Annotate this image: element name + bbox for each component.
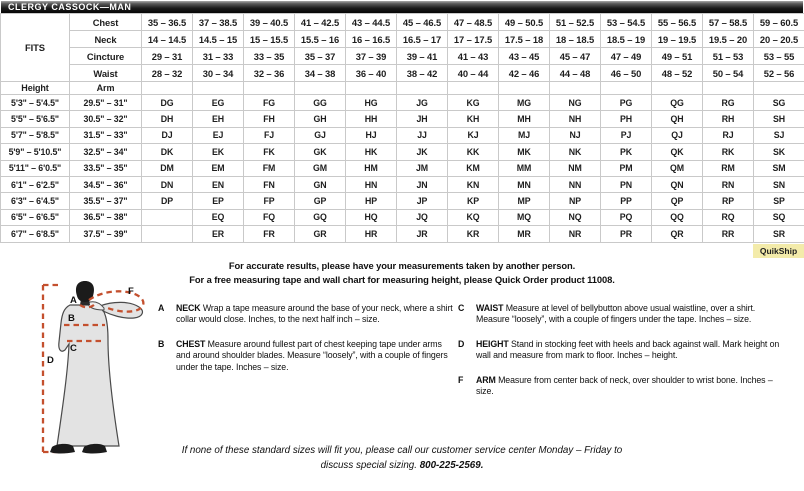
range-cell: 29 – 31 [142,48,193,65]
size-cell-hk: HK [346,144,397,160]
label-c: C [70,343,77,354]
size-cell-sm: SM [754,160,804,176]
range-cell: 59 – 60.5 [754,14,804,31]
instruction-term: CHEST [176,338,208,349]
size-cell-gm: GM [295,160,346,176]
size-cell-pg: PG [601,95,652,111]
arm-range-cell: 34.5" – 36" [70,176,142,192]
fit-row-cincture [1,48,804,65]
range-cell: 32 – 36 [244,65,295,82]
size-cell-dg: DG [142,95,193,111]
header-spacer-cell [499,82,550,95]
size-cell-mm: MM [499,160,550,176]
size-cell-fq: FQ [244,209,295,225]
label-a: A [70,295,77,306]
size-cell-km: KM [448,160,499,176]
range-cell: 34 – 38 [295,65,346,82]
size-cell-fk: FK [244,144,295,160]
size-cell-qh: QH [652,111,703,127]
instruction-letter: C [458,303,465,313]
range-cell: 18.5 – 19 [601,31,652,48]
size-cell-nh: NH [550,111,601,127]
range-cell: 37 – 39 [346,48,397,65]
instruction-letter: B [158,338,165,349]
arm-range-cell: 32.5" – 34" [70,144,142,160]
instruction-text: NECK Wrap a tape measure around the base of your neck, where a shirt collar would close. Inches, to the next half inch – size. [176,303,453,325]
size-cell-kr: KR [448,226,499,242]
size-cell-mk: MK [499,144,550,160]
size-cell-sj: SJ [754,127,804,143]
header-spacer-cell [295,82,346,95]
size-cell-mj: MJ [499,127,550,143]
quickship-badge: QuikShip [753,244,804,258]
size-cell-dk: DK [142,144,193,160]
size-cell-fm: FM [244,160,295,176]
range-cell: 18 – 18.5 [550,31,601,48]
range-cell: 47 – 48.5 [448,14,499,31]
size-row [1,176,804,192]
size-cell-sp: SP [754,193,804,209]
size-cell-sh: SH [754,111,804,127]
size-cell-er: ER [193,226,244,242]
instruction-arm [458,375,786,398]
height-range-cell: 5'7" – 5'8.5" [1,127,70,143]
header-spacer-cell [244,82,295,95]
size-cell-qq: QQ [652,209,703,225]
size-cell-ph: PH [601,111,652,127]
size-cell-qr: QR [652,226,703,242]
fit-row-waist [1,65,804,82]
range-cell: 45 – 46.5 [397,14,448,31]
size-cell-hq: HQ [346,209,397,225]
size-cell-rn: RN [703,176,754,192]
empty-size-cell [142,226,193,242]
size-row [1,160,804,176]
size-cell-rh: RH [703,111,754,127]
fit-row-label: Neck [70,31,142,48]
range-cell: 49 – 50.5 [499,14,550,31]
range-cell: 36 – 40 [346,65,397,82]
size-cell-eh: EH [193,111,244,127]
instruction-term: HEIGHT [476,338,511,349]
arm-range-cell: 29.5" – 31" [70,95,142,111]
size-cell-sg: SG [754,95,804,111]
range-cell: 30 – 34 [193,65,244,82]
height-range-cell: 6'3" – 6'4.5" [1,193,70,209]
header-spacer-cell [346,82,397,95]
instruction-term: WAIST [476,303,506,313]
range-cell: 51 – 53 [703,48,754,65]
size-cell-hh: HH [346,111,397,127]
instructions-left-column [158,303,458,386]
header-spacer-cell [550,82,601,95]
size-cell-pk: PK [601,144,652,160]
quickship-row [0,244,804,258]
size-row [1,111,804,127]
instructions-right-column [458,303,786,410]
size-cell-dm: DM [142,160,193,176]
size-cell-qn: QN [652,176,703,192]
range-cell: 52 – 56 [754,65,804,82]
size-cell-hn: HN [346,176,397,192]
size-cell-dj: DJ [142,127,193,143]
size-cell-hg: HG [346,95,397,111]
range-cell: 35 – 36.5 [142,14,193,31]
size-cell-nk: NK [550,144,601,160]
instruction-letter: A [158,303,165,313]
range-cell: 19.5 – 20 [703,31,754,48]
size-cell-fr: FR [244,226,295,242]
page-title: CLERGY CASSOCK—MAN [8,2,132,12]
header-spacer-cell [652,82,703,95]
size-cell-kp: KP [448,193,499,209]
size-cell-pr: PR [601,226,652,242]
range-cell: 43 – 45 [499,48,550,65]
size-cell-gj: GJ [295,127,346,143]
range-cell: 15 – 15.5 [244,31,295,48]
size-row [1,95,804,111]
chart-title-bar [1,1,803,13]
size-cell-rq: RQ [703,209,754,225]
size-cell-mg: MG [499,95,550,111]
arm-range-cell: 36.5" – 38" [70,209,142,225]
range-cell: 43 – 44.5 [346,14,397,31]
size-cell-sk: SK [754,144,804,160]
range-cell: 44 – 48 [550,65,601,82]
size-cell-kh: KH [448,111,499,127]
size-cell-jr: JR [397,226,448,242]
instruction-text: ARM Measure from center back of neck, over shoulder to wrist bone. Inches – size. [476,374,773,397]
instruction-waist [458,303,786,326]
range-cell: 37 – 38.5 [193,14,244,31]
size-row [1,144,804,160]
arm-header: Arm [70,82,142,95]
height-range-cell: 5'3" – 5'4.5" [1,95,70,111]
size-cell-qm: QM [652,160,703,176]
size-cell-em: EM [193,160,244,176]
arm-range-cell: 31.5" – 33" [70,127,142,143]
size-table [0,13,804,243]
customer-service-phone: 800-225-2569. [419,460,484,471]
size-cell-gk: GK [295,144,346,160]
size-cell-pm: PM [601,160,652,176]
size-cell-gr: GR [295,226,346,242]
range-cell: 49 – 51 [652,48,703,65]
size-cell-gh: GH [295,111,346,127]
header-spacer-cell [142,82,193,95]
range-cell: 51 – 52.5 [550,14,601,31]
height-range-cell: 6'7" – 6'8.5" [1,226,70,242]
fit-row-chest [1,14,804,31]
range-cell: 15.5 – 16 [295,31,346,48]
size-cell-gg: GG [295,95,346,111]
range-cell: 41 – 43 [448,48,499,65]
note-line-1: For accurate results, please have your measurements taken by another person. [228,260,576,271]
size-cell-dh: DH [142,111,193,127]
range-cell: 42 – 46 [499,65,550,82]
size-cell-fh: FH [244,111,295,127]
size-row [1,193,804,209]
range-cell: 14.5 – 15 [193,31,244,48]
size-cell-hj: HJ [346,127,397,143]
label-f: F [128,286,134,297]
arm-range-cell: 35.5" – 37" [70,193,142,209]
size-cell-fj: FJ [244,127,295,143]
size-cell-rk: RK [703,144,754,160]
range-cell: 14 – 14.5 [142,31,193,48]
size-cell-nr: NR [550,226,601,242]
size-table-body [1,14,804,243]
cassock-figure [50,281,142,454]
size-cell-rm: RM [703,160,754,176]
size-cell-ng: NG [550,95,601,111]
size-cell-qg: QG [652,95,703,111]
range-cell: 47 – 49 [601,48,652,65]
size-cell-gn: GN [295,176,346,192]
size-cell-ek: EK [193,144,244,160]
range-cell: 39 – 41 [397,48,448,65]
empty-size-cell [142,209,193,225]
size-cell-jk: JK [397,144,448,160]
instruction-letter: D [458,338,465,349]
fit-row-neck [1,31,804,48]
range-cell: 16.5 – 17 [397,31,448,48]
instruction-letter: F [458,374,464,385]
size-cell-ep: EP [193,193,244,209]
range-cell: 20 – 20.5 [754,31,804,48]
header-spacer-cell [397,82,448,95]
range-cell: 17.5 – 18 [499,31,550,48]
size-cell-rr: RR [703,226,754,242]
size-cell-qj: QJ [652,127,703,143]
note-line-2: For a free measuring tape and wall chart for measuring height, please Quick Order product 11008. [189,273,615,285]
size-cell-hr: HR [346,226,397,242]
size-cell-mr: MR [499,226,550,242]
height-range-cell: 5'9" – 5'10.5" [1,144,70,160]
size-cell-kg: KG [448,95,499,111]
size-cell-en: EN [193,176,244,192]
size-row [1,226,804,242]
range-cell: 53 – 55 [754,48,804,65]
size-cell-np: NP [550,193,601,209]
range-cell: 50 – 54 [703,65,754,82]
size-row [1,127,804,143]
size-cell-jq: JQ [397,209,448,225]
size-cell-sr: SR [754,226,804,242]
size-cell-ej: EJ [193,127,244,143]
fit-row-label: Cincture [70,48,142,65]
header-spacer-cell [448,82,499,95]
size-cell-kj: KJ [448,127,499,143]
arm-range-cell: 37.5" – 39" [70,226,142,242]
height-range-cell: 5'11" – 6'0.5" [1,160,70,176]
size-cell-hp: HP [346,193,397,209]
fits-label-cell: FITS [1,14,70,82]
size-cell-pq: PQ [601,209,652,225]
size-cell-rp: RP [703,193,754,209]
header-spacer-cell [601,82,652,95]
size-cell-qp: QP [652,193,703,209]
left-shoe [50,444,75,454]
special-sizing-text: If none of these standard sizes will fit you, please call our customer service center Monday – Friday to discuss special sizing. [181,445,623,471]
instruction-text: HEIGHT Stand in stocking feet with heels and back against wall. Mark height on wall and measure from mark to floor. Inches – height. [476,338,780,361]
instruction-chest [158,339,458,373]
size-cell-dp: DP [142,193,193,209]
size-cell-pp: PP [601,193,652,209]
size-cell-jh: JH [397,111,448,127]
instruction-height [458,339,786,362]
size-cell-jn: JN [397,176,448,192]
label-b: B [68,313,75,324]
instruction-neck [158,303,458,326]
range-cell: 33 – 35 [244,48,295,65]
height-range-cell: 6'5" – 6'6.5" [1,209,70,225]
size-cell-rg: RG [703,95,754,111]
height-header: Height [1,82,70,95]
range-cell: 16 – 16.5 [346,31,397,48]
range-cell: 31 – 33 [193,48,244,65]
special-sizing-note [167,443,637,473]
size-cell-rj: RJ [703,127,754,143]
size-cell-eg: EG [193,95,244,111]
size-cell-kk: KK [448,144,499,160]
height-arm-header-row [1,82,804,95]
size-cell-kn: KN [448,176,499,192]
range-cell: 46 – 50 [601,65,652,82]
range-cell: 38 – 42 [397,65,448,82]
range-cell: 28 – 32 [142,65,193,82]
instruction-text: WAIST Measure at level of bellybutton above usual waistline, over a shirt. Measure “loosely”, with a couple of fingers under the tape. Inches – size. [476,303,756,325]
size-cell-jg: JG [397,95,448,111]
size-cell-mh: MH [499,111,550,127]
label-d: D [47,355,54,366]
size-cell-sq: SQ [754,209,804,225]
range-cell: 57 – 58.5 [703,14,754,31]
size-cell-eq: EQ [193,209,244,225]
range-cell: 17 – 17.5 [448,31,499,48]
size-cell-mq: MQ [499,209,550,225]
size-cell-sn: SN [754,176,804,192]
range-cell: 39 – 40.5 [244,14,295,31]
size-cell-qk: QK [652,144,703,160]
instruction-term: ARM [476,374,499,385]
range-cell: 53 – 54.5 [601,14,652,31]
size-cell-gq: GQ [295,209,346,225]
size-cell-pj: PJ [601,127,652,143]
size-cell-nq: NQ [550,209,601,225]
size-cell-dn: DN [142,176,193,192]
arm-range-cell: 30.5" – 32" [70,111,142,127]
header-spacer-cell [703,82,754,95]
size-cell-hm: HM [346,160,397,176]
instruction-text: CHEST Measure around fullest part of chest keeping tape under arms and around shoulder blades. Measure “loosely”, with a couple of fingers under the tape. Inches – size. [176,338,448,372]
range-cell: 40 – 44 [448,65,499,82]
range-cell: 19 – 19.5 [652,31,703,48]
height-range-cell: 5'5" – 5'6.5" [1,111,70,127]
size-cell-fn: FN [244,176,295,192]
fit-row-label: Waist [70,65,142,82]
header-spacer-cell [754,82,804,95]
size-cell-jp: JP [397,193,448,209]
size-cell-jm: JM [397,160,448,176]
range-cell: 45 – 47 [550,48,601,65]
size-cell-nj: NJ [550,127,601,143]
range-cell: 35 – 37 [295,48,346,65]
range-cell: 41 – 42.5 [295,14,346,31]
range-cell: 55 – 56.5 [652,14,703,31]
size-cell-fg: FG [244,95,295,111]
size-cell-pn: PN [601,176,652,192]
header-spacer-cell [193,82,244,95]
height-range-cell: 6'1" – 6'2.5" [1,176,70,192]
instruction-term: NECK [176,303,203,313]
size-cell-mn: MN [499,176,550,192]
size-cell-nn: NN [550,176,601,192]
size-cell-mp: MP [499,193,550,209]
size-row [1,209,804,225]
size-cell-fp: FP [244,193,295,209]
size-cell-gp: GP [295,193,346,209]
size-cell-nm: NM [550,160,601,176]
arm-range-cell: 33.5" – 35" [70,160,142,176]
range-cell: 48 – 52 [652,65,703,82]
fit-row-label: Chest [70,14,142,31]
cassock-measurement-diagram [12,280,162,491]
size-cell-jj: JJ [397,127,448,143]
size-cell-kq: KQ [448,209,499,225]
